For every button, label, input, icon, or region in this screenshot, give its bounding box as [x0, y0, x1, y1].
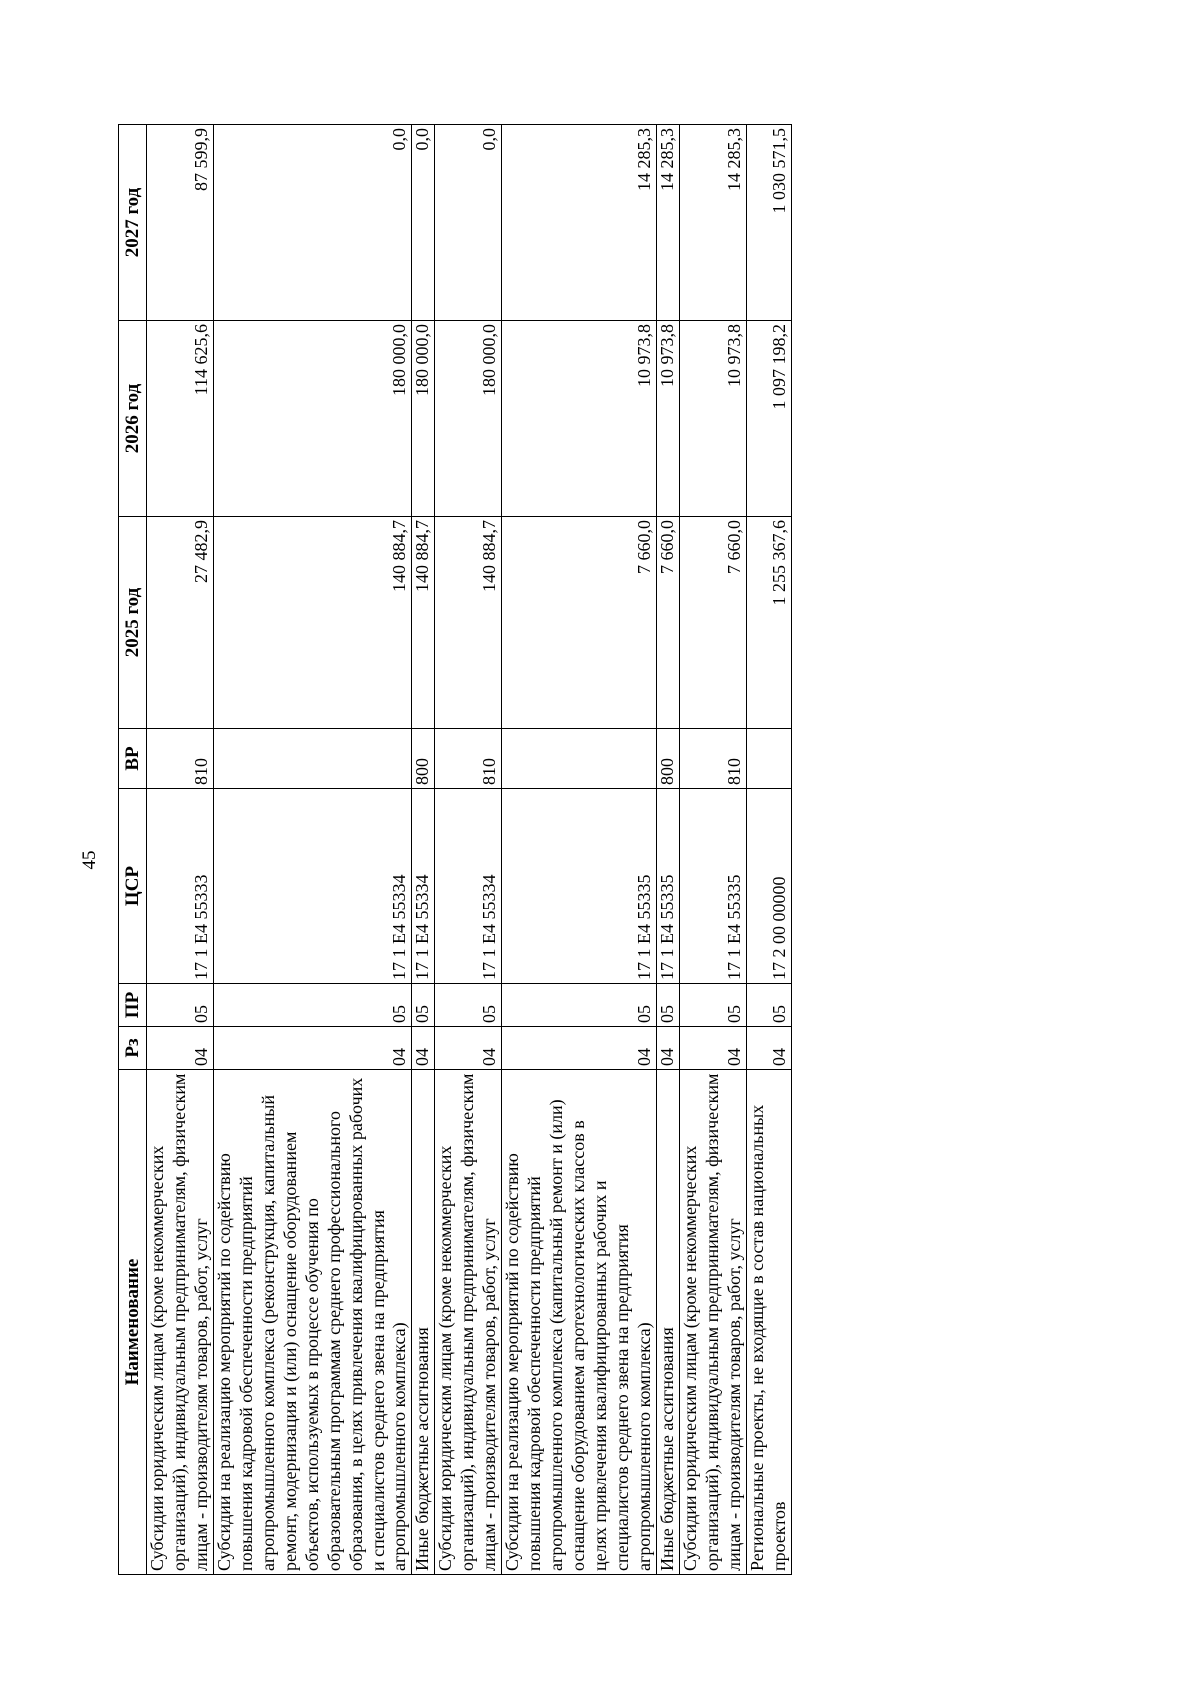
cell-rz: 04: [435, 1027, 502, 1070]
cell-vr: 800: [412, 729, 435, 789]
cell-vr: 810: [435, 729, 502, 789]
cell-rz: 04: [412, 1027, 435, 1070]
cell-2027: 14 285,3: [656, 125, 679, 321]
cell-pr: 05: [679, 984, 746, 1027]
cell-pr: 05: [746, 984, 791, 1027]
table-row: [502, 125, 657, 1575]
cell-rz: 04: [656, 1027, 679, 1070]
table-row: [412, 125, 435, 1575]
cell-csr: 17 1 Е4 55333: [147, 789, 214, 984]
cell-2025: 140 884,7: [412, 517, 435, 729]
cell-2026: 10 973,8: [656, 321, 679, 517]
cell-vr: 810: [679, 729, 746, 789]
header-2027: 2027 год: [119, 125, 147, 321]
header-name: Наименование: [119, 1070, 147, 1575]
cell-2027: 0,0: [435, 125, 502, 321]
cell-name: Иные бюджетные ассигнования: [656, 1070, 679, 1575]
cell-2025: 7 660,0: [679, 517, 746, 729]
cell-csr: 17 1 Е4 55334: [412, 789, 435, 984]
cell-vr: 810: [147, 729, 214, 789]
cell-pr: 05: [213, 984, 412, 1027]
cell-2026: 180 000,0: [435, 321, 502, 517]
cell-rz: 04: [213, 1027, 412, 1070]
header-2026: 2026 год: [119, 321, 147, 517]
cell-2026: 114 625,6: [147, 321, 214, 517]
cell-2027: 14 285,3: [502, 125, 657, 321]
cell-2027: 0,0: [412, 125, 435, 321]
header-rz: Рз: [119, 1027, 147, 1070]
table-row: [213, 125, 412, 1575]
cell-csr: 17 1 Е4 55334: [435, 789, 502, 984]
cell-vr: [213, 729, 412, 789]
cell-name: Субсидии юридическим лицам (кроме некоммерческих организаций), индивидуальным предпринимателям, физическим лицам - производителям товаров, работ, услуг: [679, 1070, 746, 1575]
cell-pr: 05: [502, 984, 657, 1027]
cell-rz: 04: [502, 1027, 657, 1070]
cell-pr: 05: [412, 984, 435, 1027]
cell-2026: 1 097 198,2: [746, 321, 791, 517]
cell-pr: 05: [656, 984, 679, 1027]
cell-rz: 04: [147, 1027, 214, 1070]
cell-2027: 1 030 571,5: [746, 125, 791, 321]
cell-2025: 27 482,9: [147, 517, 214, 729]
cell-2027: 0,0: [213, 125, 412, 321]
table-row: [147, 125, 214, 1575]
table-row: [746, 125, 791, 1575]
cell-csr: 17 2 00 00000: [746, 789, 791, 984]
cell-vr: [746, 729, 791, 789]
cell-name: Субсидии юридическим лицам (кроме некоммерческих организаций), индивидуальным предпринимателям, физическим лицам - производителям товаров, работ, услуг: [147, 1070, 214, 1575]
table-header-row: [119, 125, 147, 1575]
cell-2025: 1 255 367,6: [746, 517, 791, 729]
table-row: [679, 125, 746, 1575]
cell-2025: 140 884,7: [435, 517, 502, 729]
table-row: [656, 125, 679, 1575]
cell-2026: 180 000,0: [412, 321, 435, 517]
cell-csr: 17 1 Е4 55335: [656, 789, 679, 984]
budget-table: [118, 124, 792, 1575]
page-number: 45: [79, 850, 100, 870]
cell-2026: 10 973,8: [679, 321, 746, 517]
cell-2026: 180 000,0: [213, 321, 412, 517]
cell-vr: [502, 729, 657, 789]
cell-vr: 800: [656, 729, 679, 789]
header-2025: 2025 год: [119, 517, 147, 729]
header-pr: ПР: [119, 984, 147, 1027]
cell-name: Региональные проекты, не входящие в состав национальных проектов: [746, 1070, 791, 1575]
cell-csr: 17 1 Е4 55335: [502, 789, 657, 984]
header-csr: ЦСР: [119, 789, 147, 984]
cell-name: Субсидии на реализацию мероприятий по содействию повышения кадровой обеспеченности предприятий агропромышленного комплекса (капитальный ремонт и (или) оснащение оборудованием агротехнологических классов в целях привлечения квалифицированных рабочих и специалистов среднего звена на предприятия агропромышленного комплекса): [502, 1070, 657, 1575]
cell-2025: 7 660,0: [656, 517, 679, 729]
cell-2027: 87 599,9: [147, 125, 214, 321]
cell-name: Субсидии юридическим лицам (кроме некоммерческих организаций), индивидуальным предпринимателям, физическим лицам - производителям товаров, работ, услуг: [435, 1070, 502, 1575]
cell-rz: 04: [679, 1027, 746, 1070]
cell-2026: 10 973,8: [502, 321, 657, 517]
cell-pr: 05: [435, 984, 502, 1027]
cell-name: Субсидии на реализацию мероприятий по содействию повышения кадровой обеспеченности предприятий агропромышленного комплекса (реконструкция, капитальный ремонт, модернизация и (или) оснащение оборудованием объектов, используемых в процессе обучения по образовательным программам среднего профессионального образования, в целях привлечения квалифицированных рабочих и специалистов среднего звена на предприятия агропромышленного комплекса): [213, 1070, 412, 1575]
cell-rz: 04: [746, 1027, 791, 1070]
cell-name: Иные бюджетные ассигнования: [412, 1070, 435, 1575]
cell-pr: 05: [147, 984, 214, 1027]
cell-2027: 14 285,3: [679, 125, 746, 321]
cell-2025: 140 884,7: [213, 517, 412, 729]
cell-csr: 17 1 Е4 55335: [679, 789, 746, 984]
cell-2025: 7 660,0: [502, 517, 657, 729]
table-row: [435, 125, 502, 1575]
cell-csr: 17 1 Е4 55334: [213, 789, 412, 984]
header-vr: ВР: [119, 729, 147, 789]
rotated-page-content: [118, 125, 1050, 1575]
